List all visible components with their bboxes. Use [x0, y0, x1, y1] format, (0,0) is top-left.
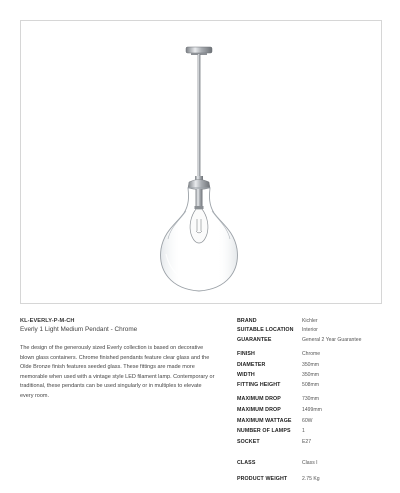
spec-row-minimum-drop: [237, 396, 387, 405]
spec-row-maximum-wattage: [237, 418, 387, 427]
spec-value: 2.75 Kg: [302, 476, 320, 483]
spec-value: 350mm: [302, 362, 319, 369]
spec-label: NUMBER OF LAMPS: [237, 428, 291, 434]
bulb-socket: [195, 189, 204, 209]
spec-value: 1499mm: [302, 407, 322, 414]
product-code: KL-EVERLY-P-M-CH: [20, 318, 75, 324]
spec-row-socket: [237, 439, 387, 448]
pendant-lamp-image: [21, 21, 381, 303]
spec-value: Chrome: [302, 351, 321, 358]
spec-label: SUITABLE LOCATION: [237, 327, 294, 333]
spec-label: SOCKET: [237, 439, 260, 445]
fitter-cap: [188, 176, 210, 190]
product-image-frame: [20, 20, 382, 304]
spec-value: 1: [302, 428, 305, 435]
spec-row-brand: [237, 318, 387, 327]
spec-value: 350mm: [302, 372, 319, 379]
spec-value: 60W: [302, 418, 313, 425]
ceiling-canopy: [186, 47, 212, 55]
spec-row-finish: [237, 351, 387, 360]
spec-row-maximum-drop: [237, 407, 387, 416]
spec-label: MAXIMUM DROP: [237, 396, 281, 402]
spec-label: WIDTH: [237, 372, 255, 378]
spec-row-diameter: [237, 362, 387, 371]
spec-value: 730mm: [302, 396, 319, 403]
spec-value: E27: [302, 439, 312, 446]
spec-row-class: [237, 460, 387, 469]
spec-label: GUARANTEE: [237, 337, 272, 343]
product-description: The design of the generously sized Everly collection is based on decorative blown glass containers. Chrome finished pendants feature clear glass and the Olde Bronze finish features seeded glass. These fittings are made more memorable when used with a vintage style LED filament lamp. Contemporary or traditional, these pendants can be used singularly or in multiples to elevate every room.: [20, 345, 215, 399]
spec-label: BRAND: [237, 318, 257, 324]
spec-label: FITTING HEIGHT: [237, 382, 281, 388]
spec-value: Class I: [302, 460, 318, 467]
spec-label: CLASS: [237, 460, 256, 466]
spec-row-guarantee: [237, 337, 387, 346]
product-title: Everly 1 Light Medium Pendant - Chrome: [20, 326, 138, 333]
spec-value: 508mm: [302, 382, 319, 389]
spec-label: PRODUCT WEIGHT: [237, 476, 288, 482]
spec-value: Kichler: [302, 318, 318, 325]
spec-label: MAXIMUM WATTAGE: [237, 418, 292, 424]
spec-row-number-of-lamps: [237, 428, 387, 437]
spec-row-suitable-location: [237, 327, 387, 336]
pendant-rod: [198, 54, 201, 178]
spec-label: MAXIMUM DROP: [237, 407, 281, 413]
spec-row-fitting-height: [237, 382, 387, 391]
spec-label: FINISH: [237, 351, 255, 357]
spec-row-width: [237, 372, 387, 381]
spec-row-product-weight: [237, 476, 387, 485]
spec-value: General 2 Year Guarantee: [302, 337, 362, 344]
spec-value: Interior: [302, 327, 318, 334]
filament-bulb-icon: [190, 209, 208, 243]
spec-label: DIAMETER: [237, 362, 266, 368]
